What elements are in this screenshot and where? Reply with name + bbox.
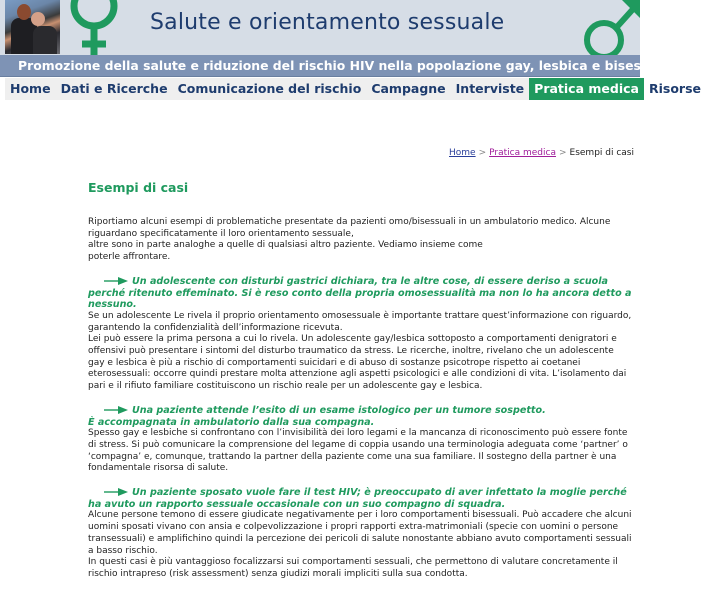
breadcrumb <box>449 148 634 158</box>
breadcrumb-current: Esempi di casi <box>569 148 634 158</box>
site-header <box>0 0 640 55</box>
breadcrumb-pratica-medica-link[interactable]: Pratica medica <box>489 148 556 158</box>
nav-item-home[interactable]: Home <box>10 81 51 96</box>
header-photo <box>5 0 60 54</box>
case-title: Un paziente sposato vuole fare il test HIV; è preoccupato di aver infettato la moglie perché ha avuto un rapporto sessuale occasionale con un suo compagno di squadra. <box>88 487 627 510</box>
nav-item-interviste[interactable]: Interviste <box>455 81 525 96</box>
nav-item-campagne[interactable]: Campagne <box>371 81 446 96</box>
site-title: Salute e orientamento sessuale <box>150 10 505 35</box>
case-body: Alcune persone temono di essere giudicate negativamente per i loro comportamenti bisessuali. Può accadere che alcuni uomini sposati vivano con ansia e colpevolizzazione i propri rapporti extra-matrimoniali (specie con uomini o persone transessuali) e amplifichino quindi la percezione dei pericoli di salute nonostante abbiano avuto comportamenti sessuali a basso rischio. In questi casi è più vantaggioso focalizzarsi sui comportamenti sessuali, che permettono di valutare concretamente il rischio intrapreso (risk assessment) senza giudizi morali impliciti sulla sua condotta. <box>88 510 632 579</box>
nav-item-pratica-medica[interactable]: Pratica medica <box>529 78 644 100</box>
case-body: Se un adolescente Le rivela il proprio orientamento omosessuale è importante trattare quest’informazione con riguardo, garantendo la confidenzialità dell’informazione ricevuta. Lei può essere la prima persona a cui lo rivela. Un adolescente gay/lesbica sottoposto a comportamenti denigratori e offensivi può presentare i sintomi del disturbo traumatico da stress. Le ricerche, inoltre, rivelano che un adolescente gay e lesbica è più a rischio di comportamenti suicidari e di abuso di sostanze psicotrope rispetto ai coetanei eterosessuali: occorre quindi prestare molta attenzione agli aspetti psicologici e alle condizioni di vita. L’isolamento dai pari e il rifiuto familiare costituiscono un rischio reale per un adolescente gay e lesbica. <box>88 310 632 392</box>
nav-item-risorse[interactable]: Risorse <box>648 81 701 96</box>
breadcrumb-separator: > <box>478 148 487 158</box>
nav-item-comunicazione-rischio[interactable]: Comunicazione del rischio <box>177 81 362 96</box>
main-nav <box>5 78 701 100</box>
breadcrumb-home-link[interactable]: Home <box>449 148 476 158</box>
nav-item-dati-ricerche[interactable]: Dati e Ricerche <box>60 81 168 96</box>
case-title: Un adolescente con disturbi gastrici dichiara, tra le altre cose, di essere deriso a scuola perché ritenuto effeminato. Si è reso conto della propria omosessualità ma non lo ha ancora detto a nessuno. <box>88 275 632 311</box>
site-subtitle: Promozione della salute e riduzione del rischio HIV nella popolazione gay, lesbica e bisessuale <box>18 58 679 73</box>
mars-symbol-icon <box>582 0 642 58</box>
case-title: Una paziente attende l’esito di un esame istologico per un tumore sospetto. È accompagnata in ambulatorio dalla sua compagna. <box>88 404 546 428</box>
venus-symbol-icon <box>66 0 122 60</box>
case-item <box>88 405 633 475</box>
case-body: Spesso gay e lesbiche si confrontano con l’invisibilità dei loro legami e la mancanza di riconoscimento può essere fonte di stress. Si può comunicare la comprensione del legame di coppia usando una terminologia adeguata come ‘partner’ o ‘compagna’ e, comunque, trattando la partner della paziente come una sua familiare. Il sostegno della partner è una fondamentale risorsa di salute. <box>88 428 628 474</box>
breadcrumb-separator: > <box>558 148 567 158</box>
arrow-right-icon <box>104 488 128 496</box>
case-item <box>88 276 633 393</box>
article-content <box>88 217 633 593</box>
subtitle-bar <box>0 55 679 77</box>
page-heading: Esempi di casi <box>88 180 189 195</box>
case-item <box>88 487 633 581</box>
intro-paragraph: Riportiamo alcuni esempi di problematiche presentate da pazienti omo/bisessuali in un ambulatorio medico. Alcune riguardano specificatamente il loro orientamento sessuale, altre sono in parte analoghe a quelle di qualsiasi altro paziente. Vediamo insieme come poterle affrontare. <box>88 217 611 263</box>
arrow-right-icon <box>104 406 128 414</box>
arrow-right-icon <box>104 277 128 285</box>
